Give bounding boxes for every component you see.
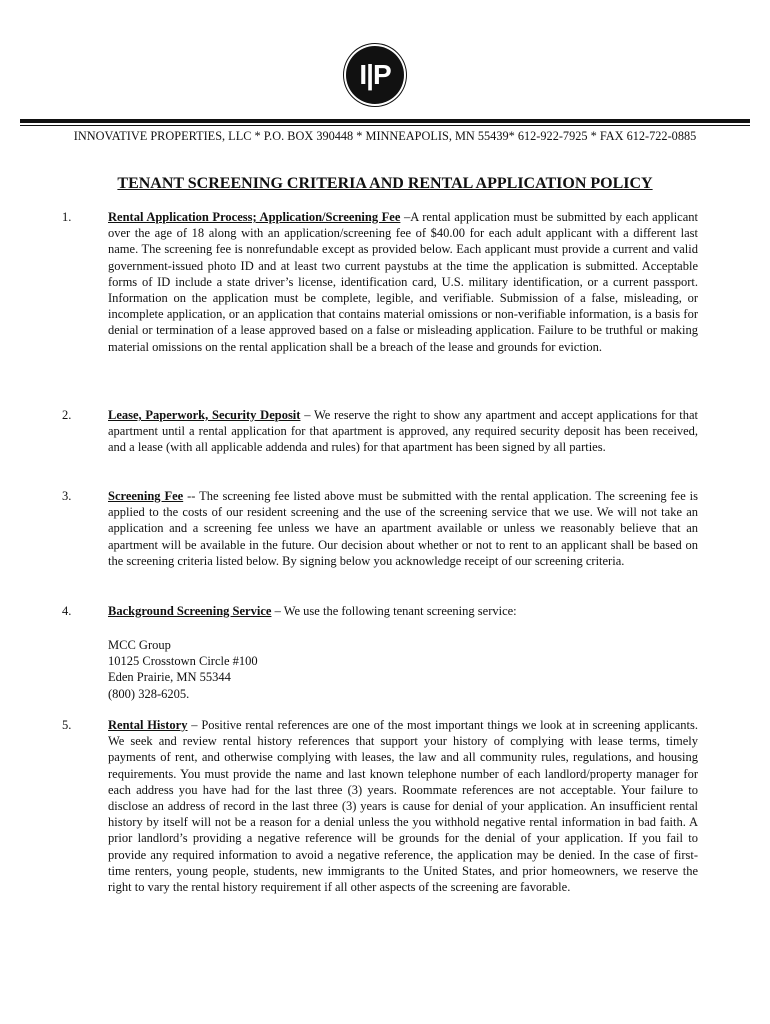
company-logo xyxy=(346,46,404,104)
section-2 xyxy=(62,407,698,456)
company-contact-line: INNOVATIVE PROPERTIES, LLC * P.O. BOX 390448 * MINNEAPOLIS, MN 55439* 612-922-7925 * FAX 612-722-0885 xyxy=(73,129,697,143)
logo-text: I|P xyxy=(359,59,391,90)
section-text: –A rental application must be submitted by each applicant over the age of 18 along with an application/screening fee of $40.00 for each adult applicant with a different last name. The screening fee is nonrefundable except as provided below. Each applicant must provide a current and valid government-issued photo ID and at least two current paystubs at the time the application is submitted. Acceptable forms of ID include a state driver’s license, identification card, U.S. military identification, or a current passport. Information on the application must be complete, legible, and verifiable. Submission of a false, misleading, or incomplete application, or an application that contains material omissions or non-verifiable information, is a basis for denial or termination of a lease approved based on a false or misleading application. Failure to be truthful or making material omissions on the rental application shall be a breach of the lease and grounds for eviction. xyxy=(108,210,698,354)
section-text: – Positive rental references are one of the most important things we look at in screening applicants. We seek and review rental history references that support your history of complying with lease terms, timely payments of rent, and otherwise complying with leases, the law and all community rules, regulations, and housing requirements. You must provide the name and last known telephone number of each landlord/property manager for each address you have had for the last three (3) years. Roommate references are not acceptable. Your failure to disclose an address of record in the last three (3) years is cause for denial of your application. An insufficient rental history by itself will not be a reason for a denial unless the you withhold negative rental information in bad faith. A prior landlord’s providing a negative reference will be grounds for the denial of your application. If you fail to provide any required information to avoid a negative reference, the application may be denied. In the case of first-time renters, young people, students, new immigrants to the United States, and prior homeowners, we reserve the right to vary the rental history requirement if all other aspects of the screening are favorable. xyxy=(108,718,698,895)
section-heading: Rental History xyxy=(108,718,188,732)
section-number: 5. xyxy=(62,718,72,732)
section-number: 3. xyxy=(62,489,72,503)
section-text: -- The screening fee listed above must be submitted with the rental application. The screening fee is applied to the costs of our resident screening and the use of the screening service that we use. We will not take an application and a screening fee unless we have an apartment available or unless we reasonably believe that an apartment will be available in the future. Our decision about whether or not to rent to an applicant shall be based on the screening criteria listed below. By signing below you acknowledge receipt of our screening criteria. xyxy=(108,489,698,568)
section-heading: Rental Application Process; Application/Screening Fee xyxy=(108,210,401,224)
section-number: 1. xyxy=(62,210,72,224)
service-name: MCC Group xyxy=(108,638,171,652)
header-divider-thick xyxy=(20,119,750,123)
section-text: – We reserve the right to show any apartment and accept applications for that apartment until a rental application for that apartment is approved, any required security deposit has been received, and a lease (with all applicable addenda and rules) for that apartment has been signed by all parties. xyxy=(108,408,698,455)
section-heading: Lease, Paperwork, Security Deposit xyxy=(108,408,301,422)
document-title: TENANT SCREENING CRITERIA AND RENTAL APPLICATION POLICY xyxy=(117,175,653,192)
section-5 xyxy=(62,717,698,895)
section-heading: Background Screening Service xyxy=(108,604,272,618)
section-number: 4. xyxy=(62,604,72,618)
section-body xyxy=(108,407,698,456)
section-4 xyxy=(62,603,698,619)
section-body xyxy=(108,488,698,569)
section-body xyxy=(108,209,698,355)
header-divider-thin xyxy=(20,125,750,126)
section-body xyxy=(108,717,698,895)
section-3 xyxy=(62,488,698,569)
screening-service-address xyxy=(108,637,258,702)
service-street: 10125 Crosstown Circle #100 xyxy=(108,654,258,669)
section-text: – We use the following tenant screening service: xyxy=(271,604,517,618)
section-number: 2. xyxy=(62,408,72,422)
section-1 xyxy=(62,209,698,355)
section-heading: Screening Fee xyxy=(108,489,184,503)
service-phone: (800) 328-6205. xyxy=(108,686,190,701)
section-body xyxy=(108,603,698,619)
service-city-state-zip: Eden Prairie, MN 55344 xyxy=(108,670,231,685)
